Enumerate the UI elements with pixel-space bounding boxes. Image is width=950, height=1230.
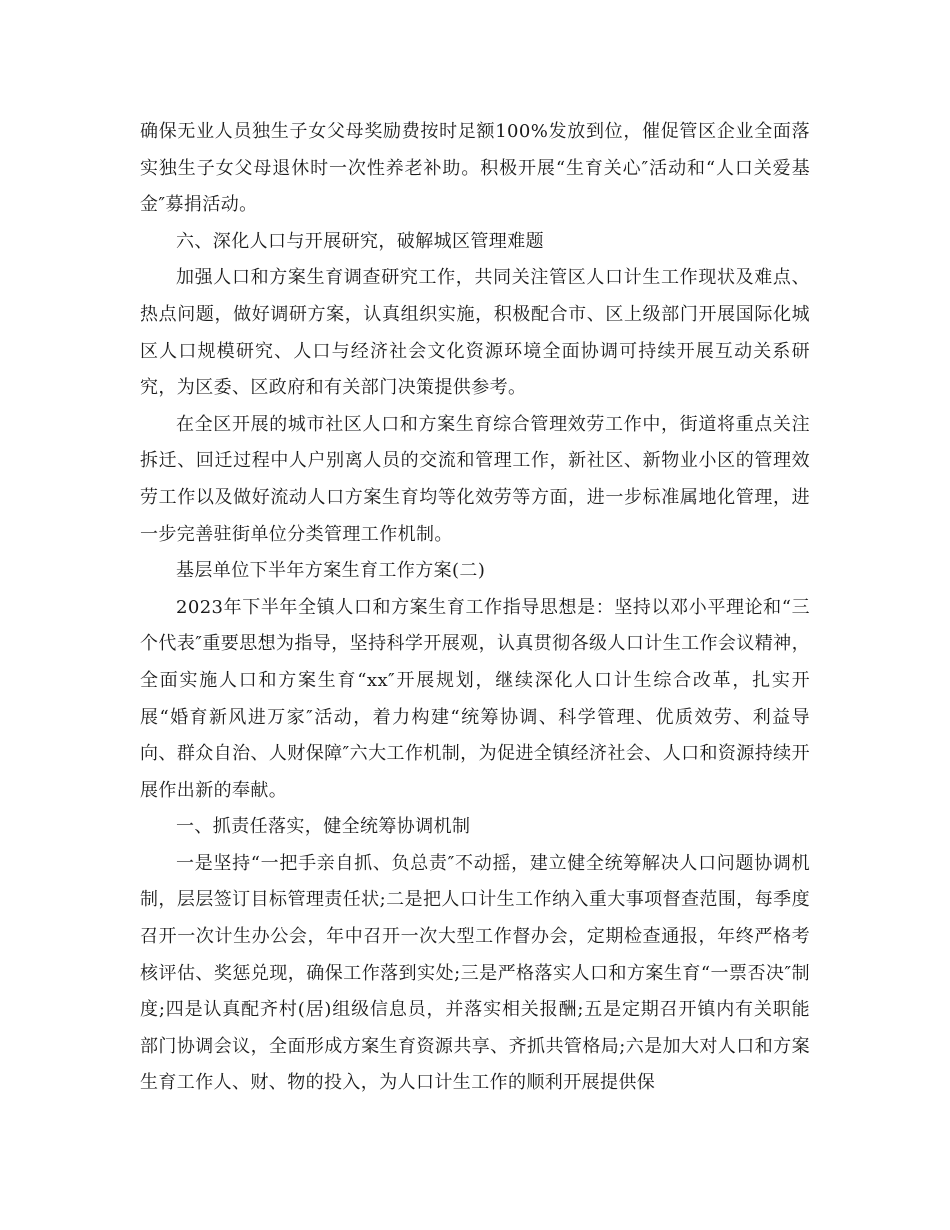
- document-subtitle: 基层单位下半年方案生育工作方案(二): [176, 560, 486, 582]
- document-body: [140, 114, 810, 1102]
- paragraph-responsibility: 一是坚持“一把手亲自抓、负总责″不动摇，建立健全统筹解决人口问题协调机制，层层签订目标管理责任状;二是把人口计生工作纳入重大事项督查范围，每季度召开一次计生办公会，年中召开一次大型工作督办会，定期检查通报，年终严格考核评估、奖惩兑现，确保工作落到实处;三是严格落实人口和方案生育“一票否决″制度;四是认真配齐村(居)组级信息员，并落实相关报酬;五是定期召开镇内有关职能部门协调会议，全面形成方案生育资源共享、齐抓共管格局;六是加大对人口和方案生育工作人、财、物的投入，为人口计生工作的顺利开展提供保: [140, 852, 810, 1094]
- paragraph-guiding-thought: 2023年下半年全镇人口和方案生育工作指导思想是：坚持以邓小平理论和“三个代表″重要思想为指导，坚持科学开展观，认真贯彻各级人口计生工作会议精神，全面实施人口和方案生育“xx″开展规划，继续深化人口计生综合改革，扎实开展“婚育新风进万家″活动，着力构建“统筹协调、科学管理、优质效劳、利益导向、群众自治、人财保障″六大工作机制，为促进全镇经济社会、人口和资源持续开展作出新的奉献。: [140, 596, 810, 801]
- section-heading-one: 一、抓责任落实，健全统筹协调机制: [176, 816, 471, 838]
- paragraph-research: 加强人口和方案生育调查研究工作，共同关注管区人口计生工作现状及难点、热点问题，做好调研方案，认真组织实施，积极配合市、区上级部门开展国际化城区人口规模研究、人口与经济社会文化资源环境全面协调可持续开展互动关系研究，为区委、区政府和有关部门决策提供参考。: [140, 267, 810, 399]
- paragraph-community-service: 在全区开展的城市社区人口和方案生育综合管理效劳工作中，街道将重点关注拆迁、回迁过程中人户别离人员的交流和管理工作，新社区、新物业小区的管理效劳工作以及做好流动人口方案生育均等化效劳等方面，进一步标准属地化管理，进一步完善驻街单位分类管理工作机制。: [140, 413, 810, 545]
- section-heading-six: 六、深化人口与开展研究，破解城区管理难题: [176, 230, 544, 252]
- paragraph-continuation: 确保无业人员独生子女父母奖励费按时足额100%发放到位，催促管区企业全面落实独生子女父母退休时一次性养老补助。积极开展“生育关心″活动和“人口关爱基金″募捐活动。: [140, 121, 810, 216]
